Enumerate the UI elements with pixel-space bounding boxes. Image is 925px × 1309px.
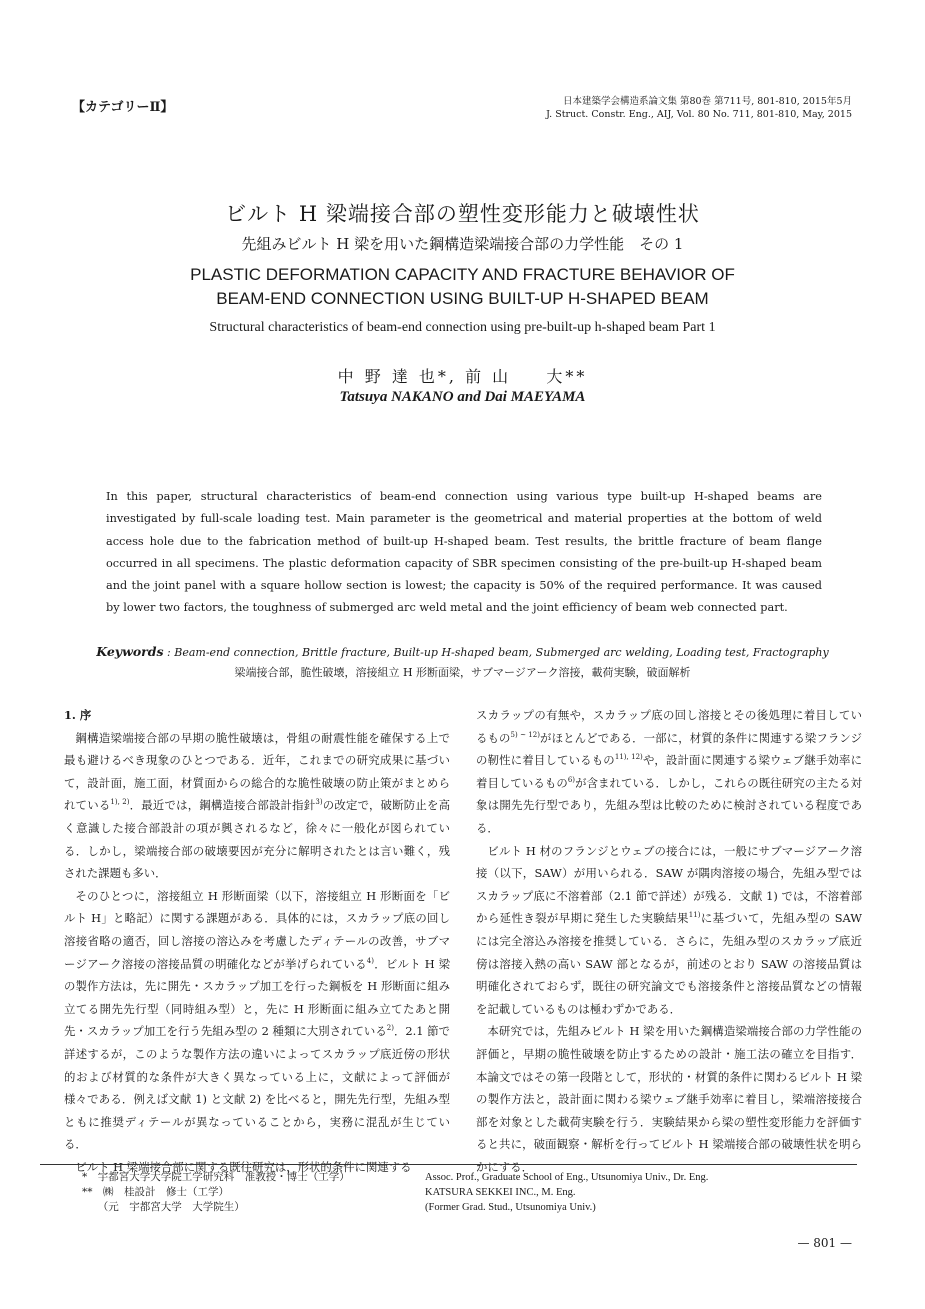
footnote-ja: * 宇都宮大学大学院工学研究科 准教授・博士（工学）: [82, 1171, 350, 1183]
paragraph: ビルト H 材のフランジとウェブの接合には，一般にサブマージアーク溶接（以下，SAW）が用いられる．SAW が隅肉溶接の場合，先組み型ではスカラップ底に不溶着部（2.1 節で詳述）が残る．文献 1) では，不溶着部から延性き裂が早期に発生した実験結果$^{11)}$に基づいて，先組み型の SAW には完全溶込み溶接を推奨している．さらに，先組み型のスカラップ底近傍は溶接入熱の高い SAW 部となるが，前述のとおり SAW の溶接品質は明確化されておらず，既往の研究論文でも溶接条件と溶接品質などの情報を記載しているものは極わずかである．: [476, 843, 862, 1016]
keywords-en: : Beam-end connection, Brittle fracture, Built-up H-shaped beam, Submerged arc welding, Loading test, Fractography: [163, 646, 829, 659]
category-label: 【カテゴリーⅡ】: [72, 100, 174, 115]
subtitle-ja: 先組みビルト H 梁を用いた鋼構造梁端接合部の力学性能 その 1: [241, 235, 684, 253]
paragraph: 本研究では，先組みビルト H 梁を用いた鋼構造梁端接合部の力学性能の評価と，早期の脆性破壊を防止するための設計・施工法の確立を目指す．本論文ではその第一段階として，形状的・材質的条件に関わるビルト H 梁の製作方法と，設計面に関わる梁ウェブ継手効率に着目し，梁端溶接接合部を対象とした載荷実験を行う．実験結果から梁の塑性変形能力を評価すると共に，破面観察・解析を行ってビルト H 梁端接合部の破壊性状を明らかにする．: [476, 1024, 862, 1174]
journal-citation-ja: 日本建築学会構造系論文集 第80巻 第711号, 801-810, 2015年5月: [562, 96, 852, 107]
authors-en: Tatsuya NAKANO and Dai MAEYAMA: [339, 389, 586, 405]
paragraph: そのひとつに，溶接組立 H 形断面梁（以下，溶接組立 H 形断面を「ビルト H」と略記）に関する課題がある．具体的には，スカラップ底の回し溶接省略の適否，回し溶接の溶込みを考慮したディテールの改善，サブマージアーク溶接の溶接品質の明確化などが挙げられている$^{4)}$．ビルト H 梁の製作方法は，先に開先・スカラップ加工を行った鋼板を H 形断面に組み立てる開先先行型（同時組み型）と，先に H 形断面に組み立てたあと開先・スカラップ加工を行う先組み型の 2 種類に大別されている$^{2)}$．2.1 節で詳述するが，このような製作方法の違いによってスカラップ底近傍の形状的および材質的な条件が大きく異なっている上に，文献によって評価が様々である．例えば文献 1) と文献 2) を比べると，開先先行型，先組み型ともに推奨ディテールが異なっていることから，実務に混乱が生じている．: [64, 888, 450, 1152]
subtitle-en: Structural characteristics of beam-end connection using pre-built-up h-shaped beam Part 1: [209, 320, 716, 335]
footnote-en: KATSURA SEKKEI INC., M. Eng.: [425, 1187, 576, 1198]
paragraph: 鋼構造梁端接合部の早期の脆性破壊は，骨組の耐震性能を確保する上で最も避けるべき現象のひとつである．近年，これまでの研究成果に基づいて，設計面，施工面，材質面からの総合的な脆性破壊の防止策がまとめられている$^{1), 2)}$．最近では，鋼構造接合部設計指針$^{3)}$の改定で，破断防止を高く意識した接合部設計の項が興されるなど，徐々に一般化が図られている．しかし，梁端接合部の破壊要因が充分に解明されたとは言い難く，残された課題も多い．: [64, 730, 450, 881]
keywords: [0, 642, 925, 683]
section-heading: 1. 序: [64, 708, 92, 722]
abstract: In this paper, structural characteristics of beam-end connection using various type built-up H-shaped beams are investigated by full-scale loading test. Main parameter is the geometrical and material properties at the bottom of weld access hole due to the fabrication method of built-up H-shaped beam. Test results, the brittle fracture of beam flange occurred in all specimens. The plastic deformation capacity of SBR specimen consisting of the pre-built-up H-shaped beam and the joint panel with a square hollow section is lowest; the capacity is 50% of the required performance. It was caused by lower two factors, the toughness of submerged arc weld metal and the joint efficiency of beam web connected part.: [106, 490, 822, 615]
footnotes-en: [425, 1170, 708, 1215]
footnote-ja: ** ㈱ 桂設計 修士（工学）: [82, 1186, 229, 1198]
footnote-rule: [40, 1164, 857, 1165]
title-en-line1: PLASTIC DEFORMATION CAPACITY AND FRACTURE BEHAVIOR OF: [190, 265, 735, 284]
title-ja: ビルト H 梁端接合部の塑性変形能力と破壊性状: [225, 202, 700, 226]
footnote-en: Assoc. Prof., Graduate School of Eng., Utsunomiya Univ., Dr. Eng.: [425, 1172, 709, 1183]
paragraph: スカラップの有無や，スカラップ底の回し溶接とその後処理に着目しているもの$^{5) \sim 12)}$がほとんどである．一部に，材質的条件に関連する梁フランジの靭性に着目しているもの$^{11), 12)}$や，設計面に関連する梁ウェブ継手効率に着目しているもの$^{6)}$が含まれている．しかし，これらの既往研究の主たる対象は開先先行型であり，先組み型は比較のために検討されている程度である．: [476, 708, 862, 835]
footnote-ja: （元 宇都宮大学 大学院生）: [82, 1201, 245, 1213]
paragraph: ビルト H 梁端接合部に関する既往研究は，形状的条件に関連する: [75, 1159, 412, 1174]
journal-citation: [546, 95, 852, 121]
keywords-label: Keywords: [96, 644, 164, 659]
title-en-line2: BEAM-END CONNECTION USING BUILT-UP H-SHAPED BEAM: [216, 289, 709, 308]
body-column-right: [476, 704, 862, 1178]
journal-citation-en: J. Struct. Constr. Eng., AIJ, Vol. 80 No. 711, 801-810, May, 2015: [546, 109, 852, 120]
authors-ja: 中 野 達 也*, 前 山 大**: [337, 367, 588, 386]
footnotes-ja: [82, 1170, 350, 1215]
keywords-en-line: [0, 642, 925, 663]
body-column-left: [64, 704, 450, 1178]
keywords-ja: 梁端接合部，脆性破壊，溶接組立 H 形断面梁，サブマージアーク溶接，載荷実験，破面解析: [234, 666, 691, 679]
page-number: — 801 —: [797, 1236, 852, 1250]
title-en: [0, 263, 925, 311]
footnote-en: (Former Grad. Stud., Utsunomiya Univ.): [425, 1202, 596, 1213]
